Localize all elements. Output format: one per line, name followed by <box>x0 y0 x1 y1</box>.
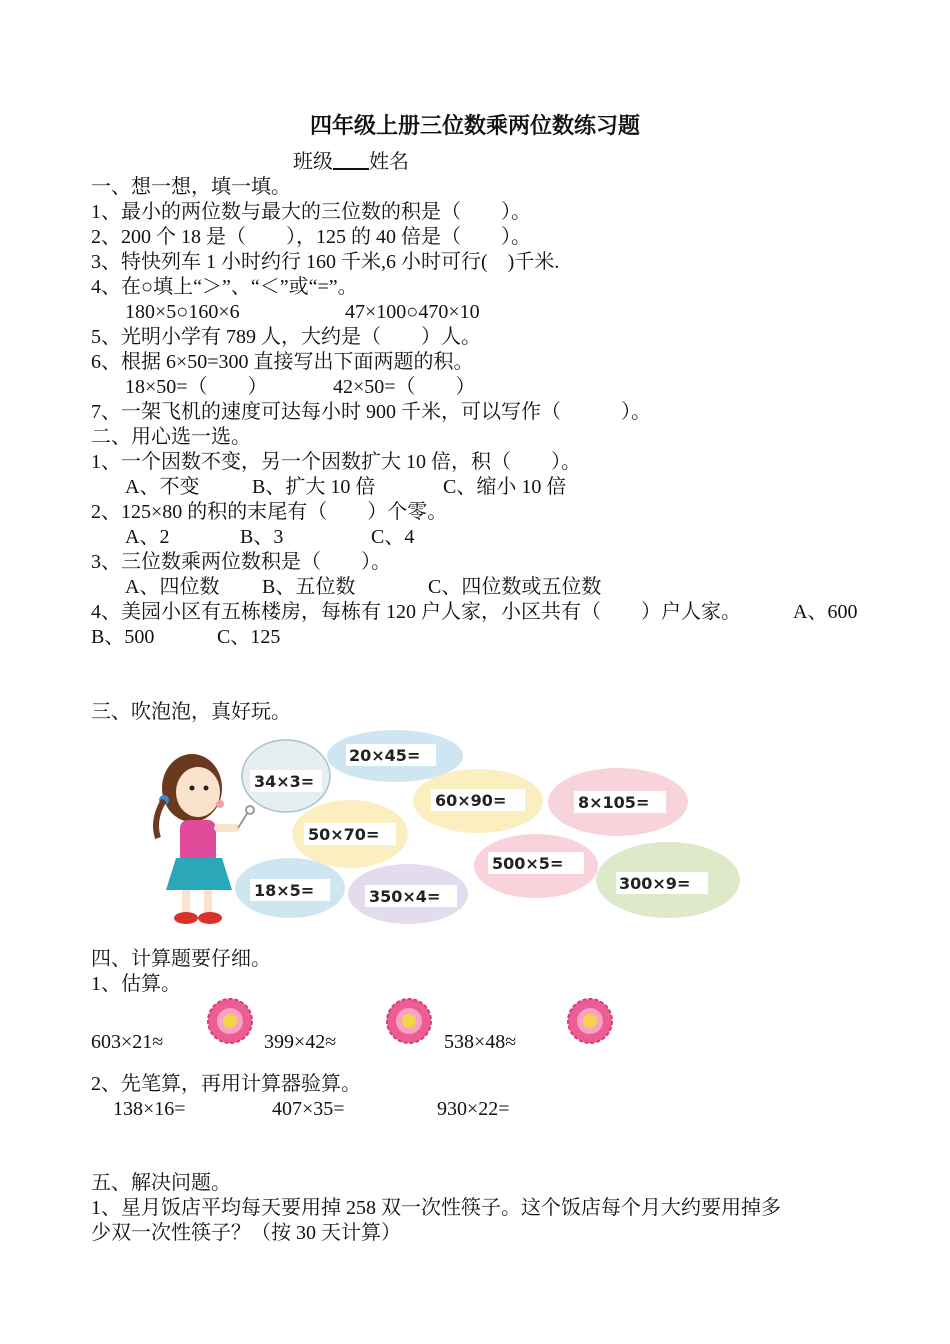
bubble-500x5 <box>474 834 598 898</box>
class-blank[interactable] <box>333 150 369 170</box>
s2-question-4: 4、美园小区有五栋楼房，每栋有 120 户人家，小区共有（ ）户人家。 <box>91 601 741 623</box>
s2-question-2: 2、125×80 的积的末尾有（ ）个零。 <box>91 501 448 523</box>
s1-question-2: 2、200 个 18 是（ ），125 的 40 倍是（ ）。 <box>91 226 531 248</box>
section2-heading: 二、用心选一选。 <box>91 426 251 448</box>
bubble-18x5 <box>235 858 345 918</box>
s1-question-4a: 180×5○160×6 <box>125 301 240 323</box>
bubble-8x105-label: 8×105= <box>578 793 650 812</box>
bubble-350x4 <box>348 864 468 924</box>
estimate-1: 603×21≈ <box>91 1031 164 1053</box>
s1-question-4b: 47×100○470×10 <box>345 301 480 323</box>
s2-q2-option-c: C、4 <box>371 526 415 548</box>
s2-question-3: 3、三位数乘两位数积是（ ）。 <box>91 551 391 573</box>
bubble-34x3-label: 34×3= <box>254 772 315 791</box>
section4-heading: 四、计算题要仔细。 <box>91 948 271 970</box>
bubble-illustration <box>150 728 750 933</box>
bubble-50x70 <box>292 800 408 868</box>
s2-q3-option-a: A、四位数 <box>125 576 220 598</box>
s1-question-3: 3、特快列车 1 小时约行 160 千米,6 小时可行( )千米. <box>91 251 560 273</box>
s2-q2-option-a: A、2 <box>125 526 170 548</box>
s2-q4-option-c: C、125 <box>217 626 281 648</box>
s1-question-6b: 42×50=（ ） <box>333 376 476 398</box>
bubble-34x3 <box>242 740 330 812</box>
s4-sub2: 2、先笔算，再用计算器验算。 <box>91 1073 361 1095</box>
name-label: 姓名 <box>369 151 409 173</box>
student-info <box>293 150 409 174</box>
calc-3: 930×22= <box>437 1098 510 1120</box>
bubble-300x9 <box>596 842 740 918</box>
s2-q3-option-c: C、四位数或五位数 <box>428 576 602 598</box>
bubble-60x90-label: 60×90= <box>435 791 507 810</box>
s2-q4-option-a: A、600 <box>793 601 858 623</box>
bubble-60x90 <box>413 769 543 833</box>
section3-heading: 三、吹泡泡，真好玩。 <box>91 701 291 723</box>
bubble-50x70-label: 50×70= <box>308 825 380 844</box>
s2-q2-option-b: B、3 <box>240 526 284 548</box>
section1-heading: 一、想一想，填一填。 <box>91 176 291 198</box>
calc-2: 407×35= <box>272 1098 345 1120</box>
s1-question-6: 6、根据 6×50=300 直接写出下面两题的积。 <box>91 351 474 373</box>
bubble-20x45-label: 20×45= <box>349 746 421 765</box>
flower-icon <box>384 996 434 1046</box>
bubble-500x5-label: 500×5= <box>492 854 564 873</box>
class-label: 班级 <box>293 151 333 173</box>
s2-q1-option-c: C、缩小 10 倍 <box>443 476 567 498</box>
page-title: 四年级上册三位数乘两位数练习题 <box>309 113 640 138</box>
bubble-8x105 <box>548 768 688 836</box>
s1-question-6a: 18×50=（ ） <box>125 376 268 398</box>
flower-icon <box>565 996 615 1046</box>
section5-heading: 五、解决问题。 <box>91 1172 231 1194</box>
bubble-350x4-label: 350×4= <box>369 887 441 906</box>
estimate-3: 538×48≈ <box>444 1031 517 1053</box>
s1-question-4: 4、在○填上“＞”、“＜”或“=”。 <box>91 276 358 298</box>
s2-q4-option-b: B、500 <box>91 626 155 648</box>
flower-icon <box>205 996 255 1046</box>
s5-question-1-line2: 少双一次性筷子？（按 30 天计算） <box>91 1222 401 1244</box>
bubble-300x9-label: 300×9= <box>619 874 691 893</box>
s2-q3-option-b: B、五位数 <box>262 576 356 598</box>
calc-1: 138×16= <box>113 1098 186 1120</box>
estimate-2: 399×42≈ <box>264 1031 337 1053</box>
s4-sub1: 1、估算。 <box>91 973 181 995</box>
s2-question-1: 1、一个因数不变，另一个因数扩大 10 倍，积（ ）。 <box>91 451 581 473</box>
s2-q1-option-a: A、不变 <box>125 476 200 498</box>
s1-question-1: 1、最小的两位数与最大的三位数的积是（ ）。 <box>91 201 531 223</box>
s1-question-5: 5、光明小学有 789 人，大约是（ ）人。 <box>91 326 481 348</box>
bubble-18x5-label: 18×5= <box>254 881 315 900</box>
s2-q1-option-b: B、扩大 10 倍 <box>252 476 376 498</box>
s1-question-7: 7、一架飞机的速度可达每小时 900 千米，可以写作（ ）。 <box>91 401 651 423</box>
s5-question-1-line1: 1、星月饭店平均每天要用掉 258 双一次性筷子。这个饭店每个月大约要用掉多 <box>91 1197 781 1219</box>
